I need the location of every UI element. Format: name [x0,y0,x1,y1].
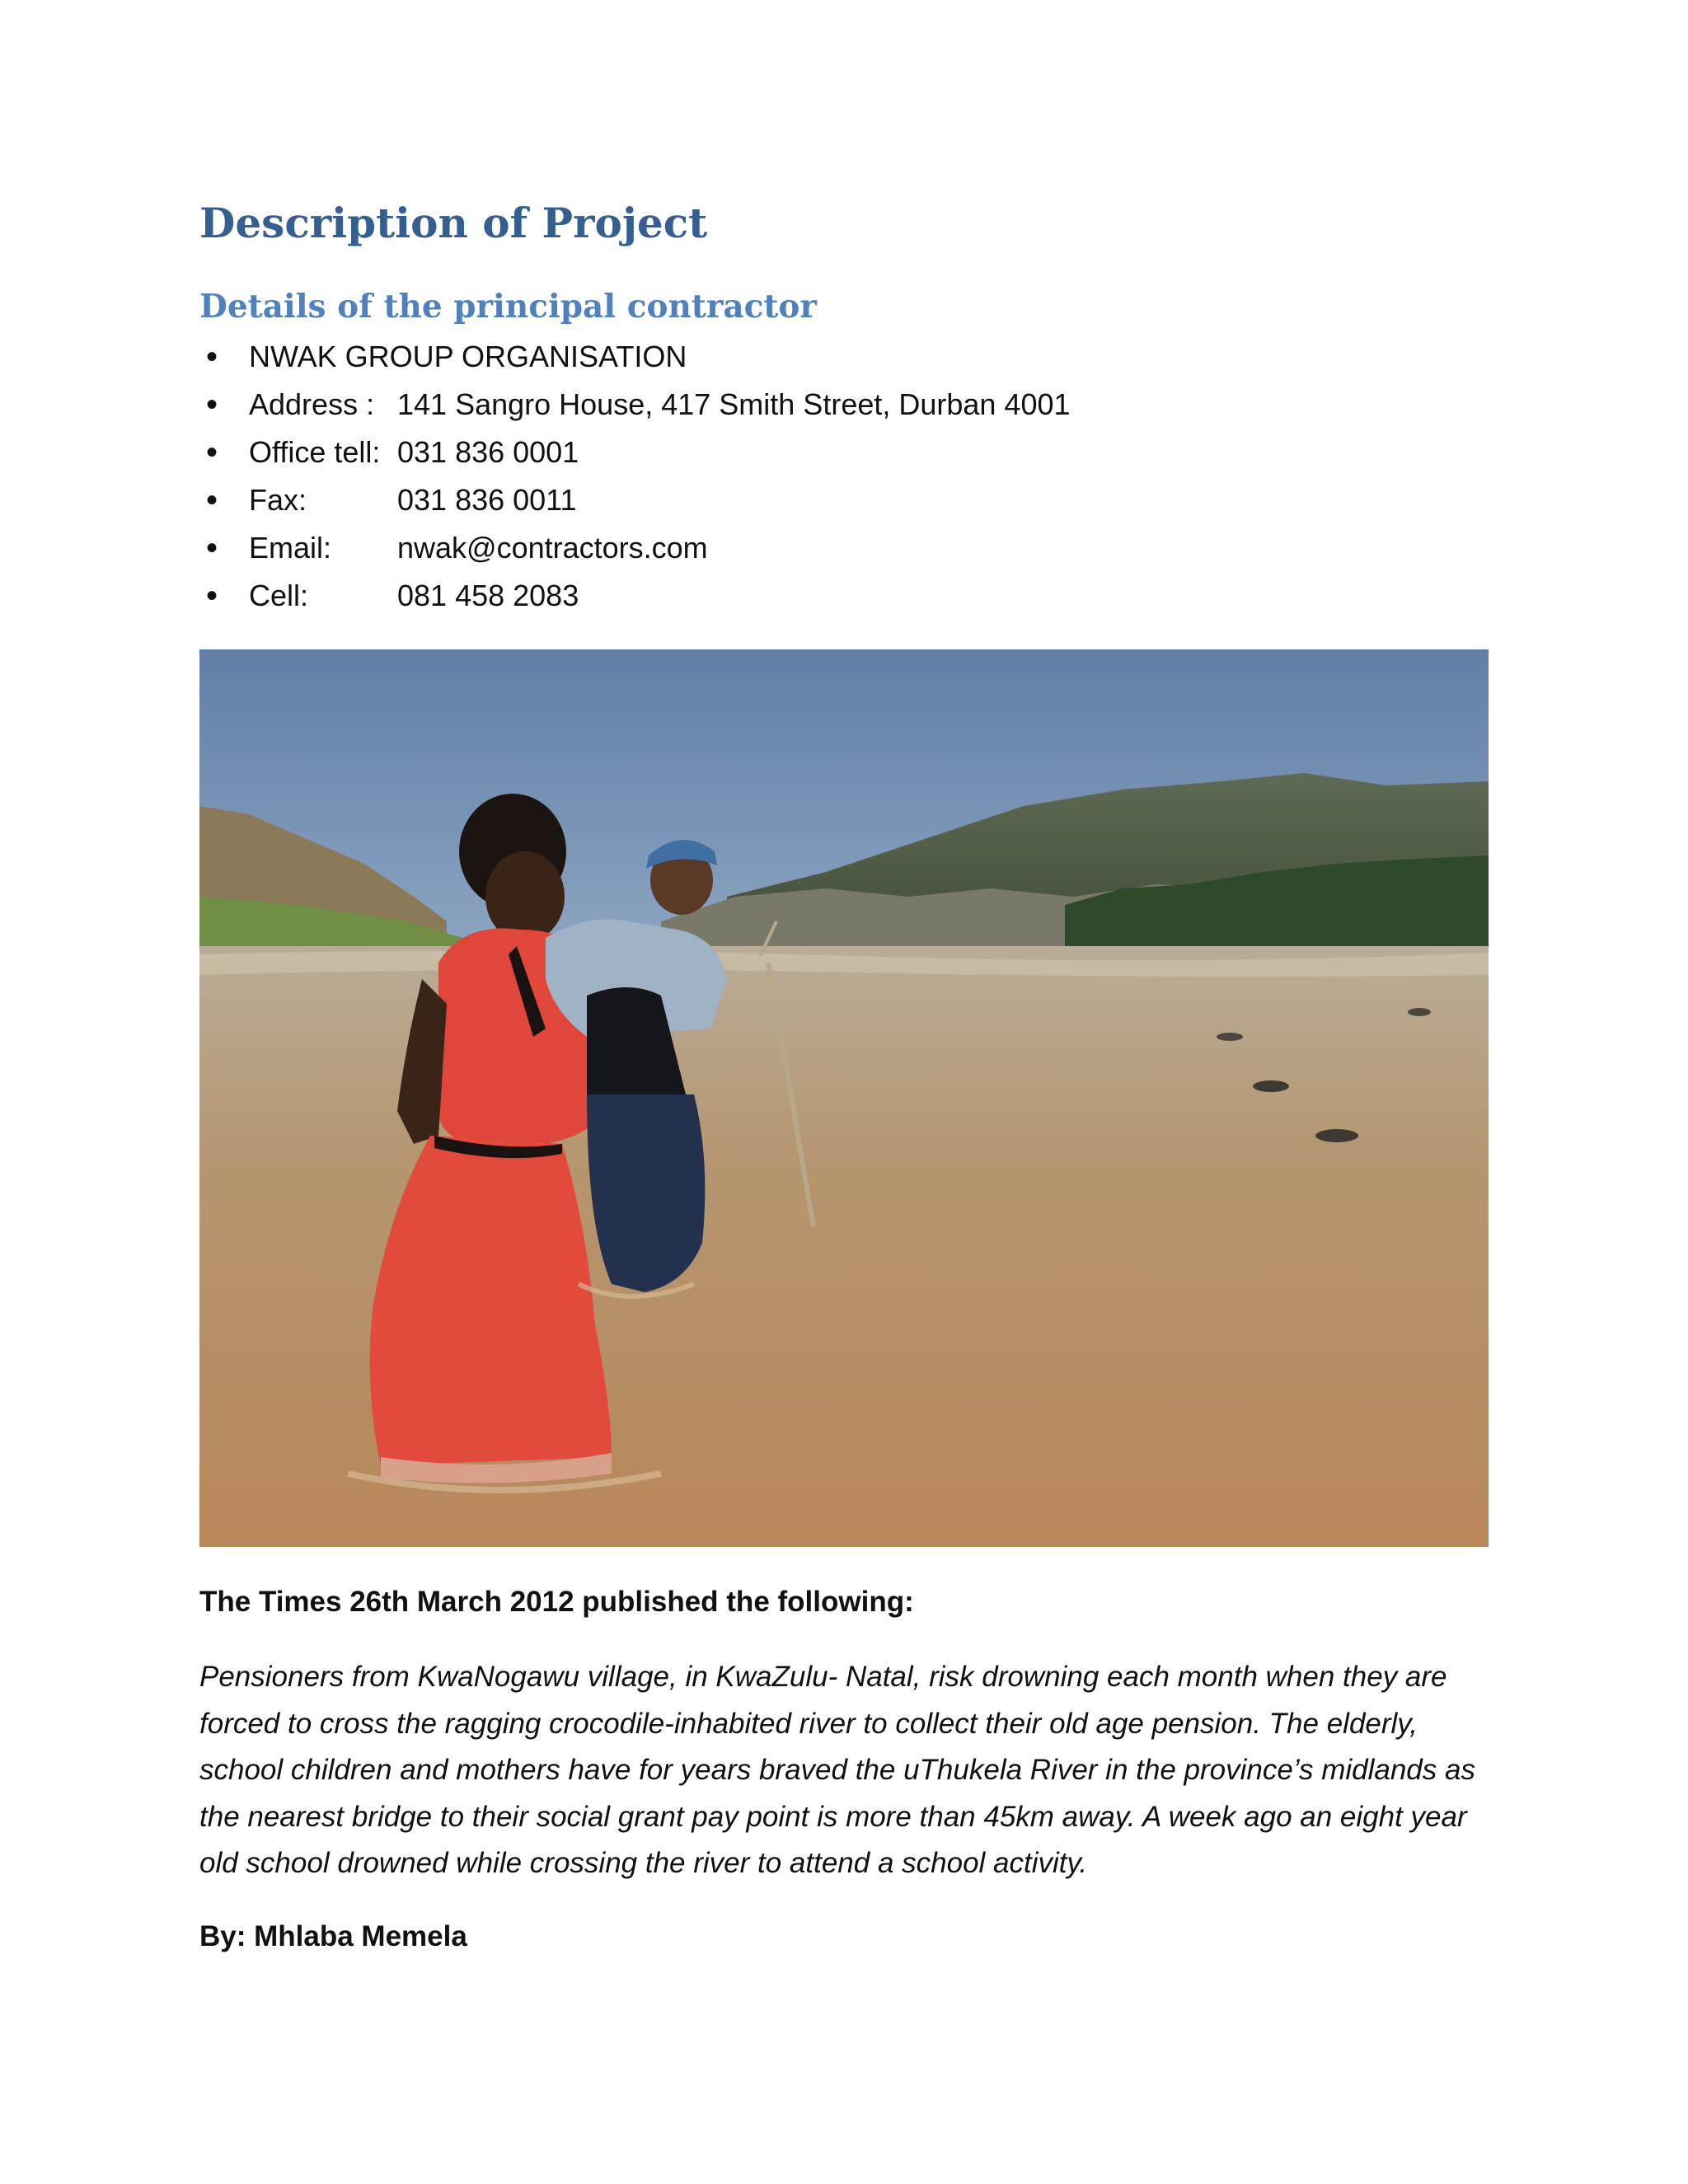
contact-label: Address : [249,387,375,421]
contact-label: Office tell: [249,435,381,469]
article-quote: Pensioners from KwaNogawu village, in KwaZulu- Natal, risk drowning each month when they are forced to cross the ragging crocodile-inhabited river to collect their old age pension. The elderly, school children and mothers have for years braved the uThukela River in the province’s midlands as the nearest bridge to their social grant pay point is more than 45km away. A week ago an eight year old school drowned while crossing the river to attend a school activity. [199,1661,1475,1879]
contact-value: 031 836 0001 [397,435,579,469]
river-rock [1217,1033,1243,1041]
contractor-details-list [199,333,1518,620]
bullet-icon: • [205,339,218,375]
bullet-icon: • [205,530,218,566]
list-item-office-tell [199,429,1518,476]
article-byline: By: Mhlaba Memela [199,1920,467,1952]
page-title: Description of Project [199,199,708,247]
bullet-icon: • [205,482,218,518]
list-item-address [199,381,1518,429]
contact-value: nwak@contractors.com [397,531,708,565]
contact-label: Fax: [249,483,307,517]
list-item-fax [199,476,1518,524]
article-source: The Times 26th March 2012 published the following: [199,1586,914,1618]
river-rock [1315,1129,1358,1142]
contact-label: NWAK GROUP ORGANISATION [249,340,687,373]
bullet-icon: • [205,434,218,471]
river-crossing-photo [199,649,1489,1547]
list-item-organisation [199,333,1518,381]
bullet-icon: • [205,578,218,614]
river-rock [1253,1080,1289,1092]
bullet-icon: • [205,387,218,423]
contact-value: 141 Sangro House, 417 Smith Street, Durban 4001 [397,387,1071,421]
section-heading: Details of the principal contractor [199,288,817,326]
list-item-cell [199,572,1518,620]
photo-illustration [199,649,1489,1547]
list-item-email [199,524,1518,572]
river-rock [1408,1008,1431,1016]
contact-value: 081 458 2083 [397,579,579,612]
contact-label: Email: [249,531,332,565]
contact-label: Cell: [249,579,309,612]
contact-value: 031 836 0011 [397,483,577,517]
